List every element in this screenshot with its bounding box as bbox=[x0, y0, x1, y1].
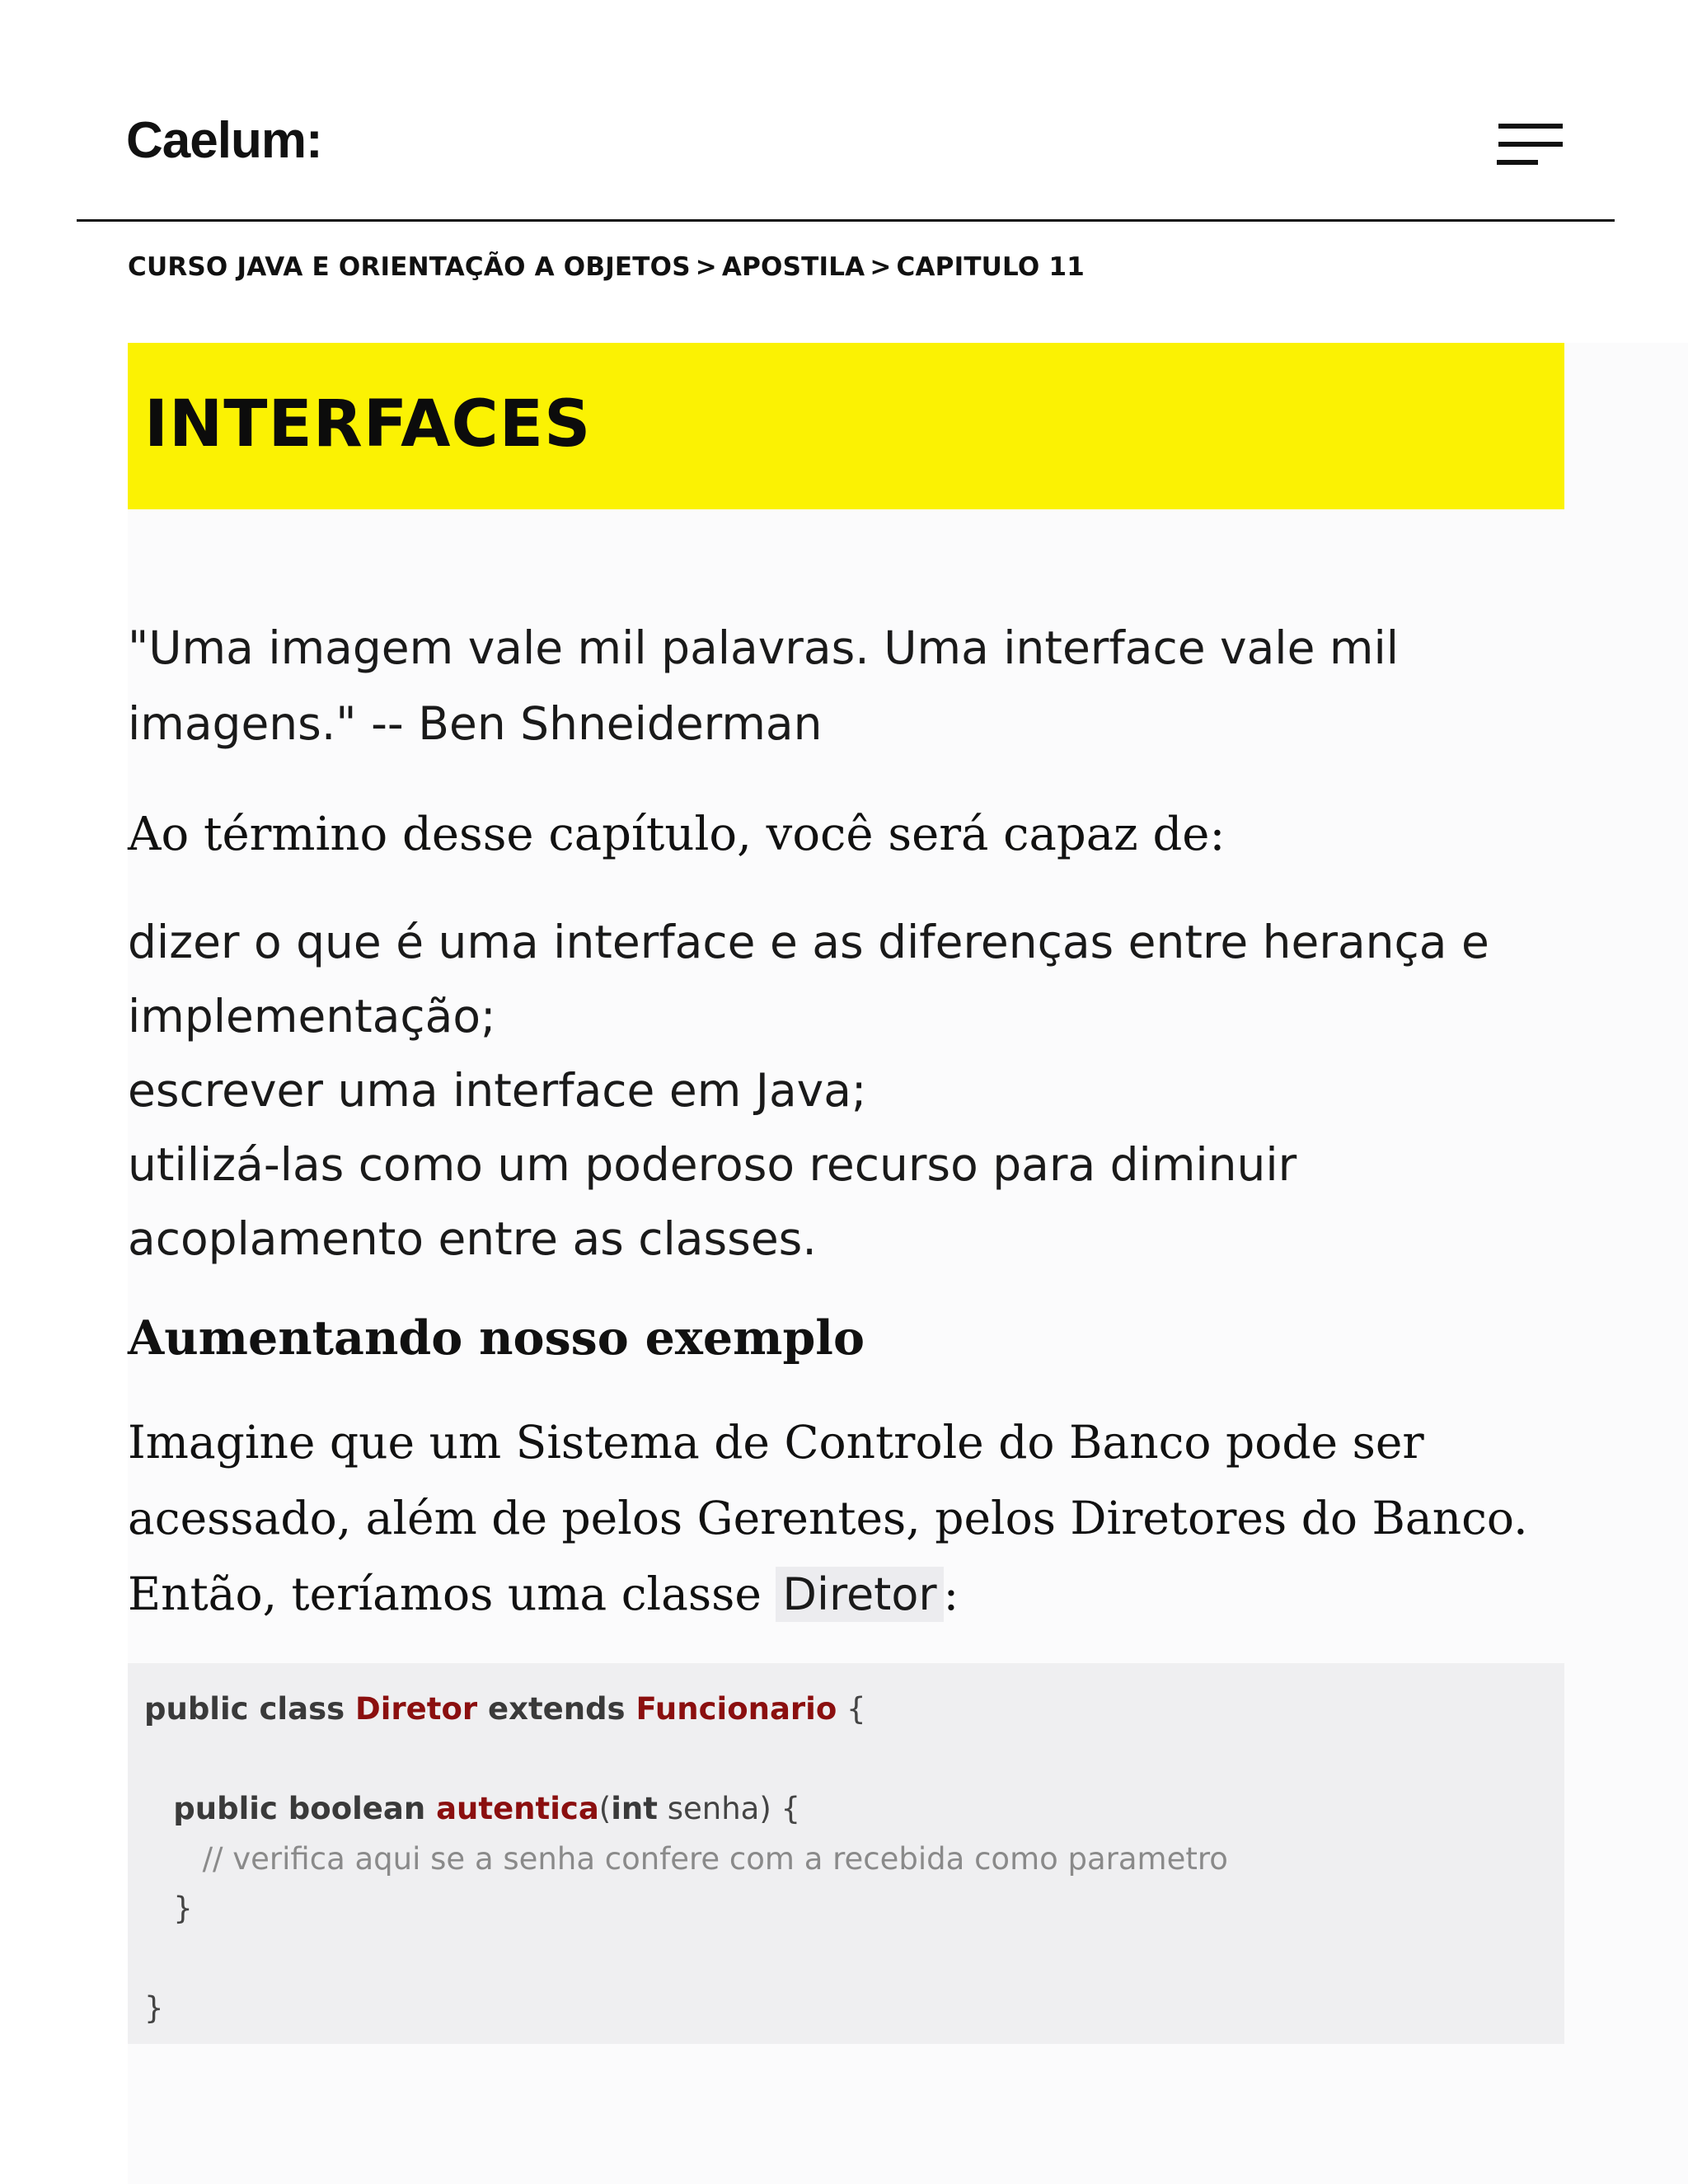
code-brace: } bbox=[144, 1990, 164, 2026]
paragraph-text: Imagine que um Sistema de Controle do Banco pode ser acessado, além de pelos Gerentes, pelos Diretores do Banco. Então, teríamos uma classe bbox=[128, 1416, 1528, 1620]
code-keyword: public boolean bbox=[173, 1791, 437, 1826]
code-line-1 bbox=[144, 1685, 1564, 1735]
code-line-5 bbox=[144, 1884, 1564, 1934]
code-indent bbox=[144, 1891, 173, 1926]
hamburger-menu-icon[interactable] bbox=[1497, 122, 1563, 171]
code-line-4 bbox=[144, 1835, 1564, 1885]
caelum-logo[interactable]: Caelum: bbox=[126, 112, 322, 169]
code-type: int bbox=[611, 1791, 658, 1826]
paragraph-end: : bbox=[943, 1568, 959, 1620]
breadcrumb-course-link[interactable]: CURSO JAVA E ORIENTAÇÃO A OBJETOS bbox=[128, 252, 691, 282]
breadcrumb-apostila-link[interactable]: APOSTILA bbox=[721, 252, 865, 282]
objective-item: dizer o que é uma interface e as diferenças entre herança e implementação; bbox=[128, 916, 1489, 1043]
code-parent-class: Funcionario bbox=[635, 1691, 837, 1727]
chapter-title: INTERFACES bbox=[144, 387, 592, 462]
code-comment: // verifica aqui se a senha confere com a recebida como parametro bbox=[202, 1840, 1228, 1877]
code-line-2 bbox=[144, 1735, 1564, 1785]
section-heading: Aumentando nosso exemplo bbox=[128, 1310, 865, 1366]
epigraph-quote: "Uma imagem vale mil palavras. Uma interface vale mil imagens." -- Ben Shneiderman bbox=[128, 621, 1400, 750]
objective-item: utilizá-las como um poderoso recurso para diminuir acoplamento entre as classes. bbox=[128, 1138, 1297, 1265]
chapter-title-banner bbox=[128, 343, 1564, 509]
breadcrumb-separator: > bbox=[870, 252, 892, 282]
code-brace: } bbox=[173, 1891, 193, 1926]
menu-line bbox=[1498, 142, 1563, 147]
code-indent bbox=[144, 1791, 173, 1826]
breadcrumb-chapter-link[interactable]: CAPITULO 11 bbox=[896, 252, 1085, 282]
code-line-7 bbox=[144, 1984, 1564, 2034]
site-header bbox=[77, 0, 1615, 222]
code-brace: { bbox=[837, 1691, 866, 1727]
intro-text: Ao término desse capítulo, você será capaz de: bbox=[128, 808, 1226, 861]
code-line-3 bbox=[144, 1784, 1564, 1835]
breadcrumb-separator: > bbox=[695, 252, 717, 282]
inline-code-diretor: Diretor bbox=[776, 1567, 943, 1622]
code-params: senha) { bbox=[657, 1791, 801, 1826]
code-line-6 bbox=[144, 1934, 1564, 1985]
objective-item: escrever uma interface em Java; bbox=[128, 1064, 867, 1117]
code-keyword: extends bbox=[477, 1691, 636, 1727]
code-paren: ( bbox=[598, 1791, 612, 1826]
objectives-list bbox=[128, 905, 1578, 1276]
code-class-name: Diretor bbox=[355, 1691, 478, 1727]
breadcrumb bbox=[128, 252, 1085, 282]
code-block bbox=[128, 1663, 1564, 2044]
code-indent bbox=[144, 1841, 203, 1877]
section-paragraph bbox=[128, 1404, 1578, 1633]
code-method-name: autentica bbox=[436, 1791, 599, 1826]
code-keyword: public class bbox=[144, 1691, 356, 1727]
menu-line bbox=[1497, 160, 1538, 165]
menu-line bbox=[1498, 124, 1563, 129]
